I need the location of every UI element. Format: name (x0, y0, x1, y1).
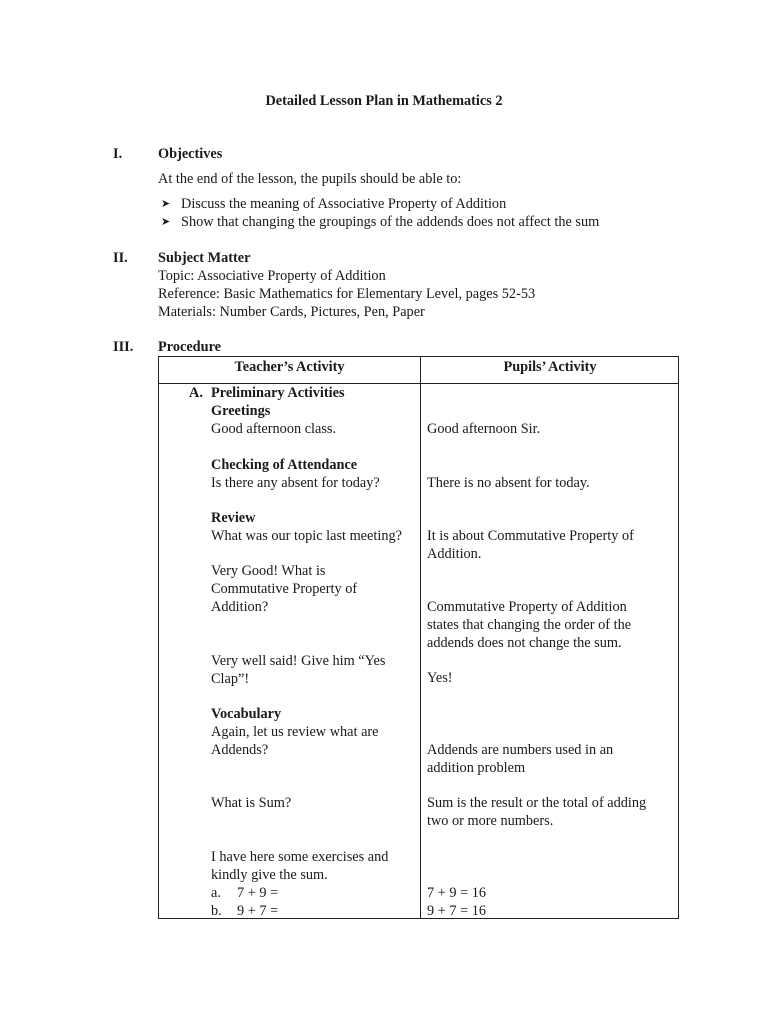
section-label: A. (189, 385, 203, 401)
praise-line2: Clap”! (211, 671, 250, 687)
exercise-line2: kindly give the sum. (211, 867, 328, 883)
review-answer-1-line1: It is about Commutative Property of (427, 528, 634, 544)
review-question-2-line1: Very Good! What is (211, 563, 326, 579)
objectives-numeral: I. (113, 146, 123, 162)
vocab-question-1-line2: Addends? (211, 742, 269, 758)
exercise-a-answer: 7 + 9 = 16 (427, 885, 487, 901)
vocab-answer-2-line2: two or more numbers. (427, 813, 554, 829)
vocab-question-2: What is Sum? (211, 795, 292, 811)
greetings-text: Good afternoon class. (211, 421, 337, 437)
procedure-heading: Procedure (158, 339, 221, 355)
exercise-b-answer: 9 + 7 = 16 (427, 903, 487, 919)
subject-matter-numeral: II. (113, 250, 128, 266)
column-divider (420, 357, 421, 918)
review-heading: Review (211, 510, 256, 526)
exercise-b-label: b. (211, 903, 222, 919)
objective-item-text: Discuss the meaning of Associative Property of Addition (181, 196, 507, 212)
objective-item-text: Show that changing the groupings of the addends does not affect the sum (181, 214, 600, 230)
page-title: Detailed Lesson Plan in Mathematics 2 (265, 93, 503, 109)
subject-materials: Materials: Number Cards, Pictures, Pen, Paper (158, 304, 425, 320)
review-question-2-line3: Addition? (211, 599, 269, 615)
exercise-a: 7 + 9 = (237, 885, 279, 901)
attendance-reply: There is no absent for today. (427, 475, 590, 491)
procedure-table (158, 356, 679, 919)
greetings-reply: Good afternoon Sir. (427, 421, 541, 437)
vocab-answer-1-line2: addition problem (427, 760, 526, 776)
vocab-question-1-line1: Again, let us review what are (211, 724, 379, 740)
greetings-heading: Greetings (211, 403, 271, 419)
review-answer-2-line1: Commutative Property of Addition (427, 599, 627, 615)
vocab-answer-2-line1: Sum is the result or the total of adding (427, 795, 647, 811)
vocab-answer-1-line1: Addends are numbers used in an (427, 742, 614, 758)
subject-matter-heading: Subject Matter (158, 250, 251, 266)
review-answer-2-line3: addends does not change the sum. (427, 635, 622, 651)
exercise-line1: I have here some exercises and (211, 849, 389, 865)
subject-topic: Topic: Associative Property of Addition (158, 268, 386, 284)
teacher-activity-header: Teacher’s Activity (234, 359, 345, 375)
objective-item (161, 195, 506, 213)
procedure-numeral: III. (113, 339, 134, 355)
review-question-1: What was our topic last meeting? (211, 528, 402, 544)
praise-reply: Yes! (427, 670, 453, 686)
pupils-activity-header: Pupils’ Activity (503, 359, 597, 375)
attendance-text: Is there any absent for today? (211, 475, 380, 491)
section-title: Preliminary Activities (211, 385, 345, 401)
praise-line1: Very well said! Give him “Yes (211, 653, 386, 669)
exercise-a-label: a. (211, 885, 221, 901)
vocabulary-heading: Vocabulary (211, 706, 282, 722)
arrowhead-bullet-icon: ➤ (161, 216, 171, 228)
objectives-intro: At the end of the lesson, the pupils should be able to: (158, 171, 462, 187)
objectives-heading: Objectives (158, 146, 223, 162)
attendance-heading: Checking of Attendance (211, 457, 358, 473)
subject-reference: Reference: Basic Mathematics for Elementary Level, pages 52-53 (158, 286, 536, 302)
arrowhead-bullet-icon: ➤ (161, 198, 171, 210)
review-question-2-line2: Commutative Property of (211, 581, 358, 597)
exercise-b: 9 + 7 = (237, 903, 279, 919)
objective-item (161, 213, 599, 231)
review-answer-1-line2: Addition. (427, 546, 482, 562)
review-answer-2-line2: states that changing the order of the (427, 617, 632, 633)
